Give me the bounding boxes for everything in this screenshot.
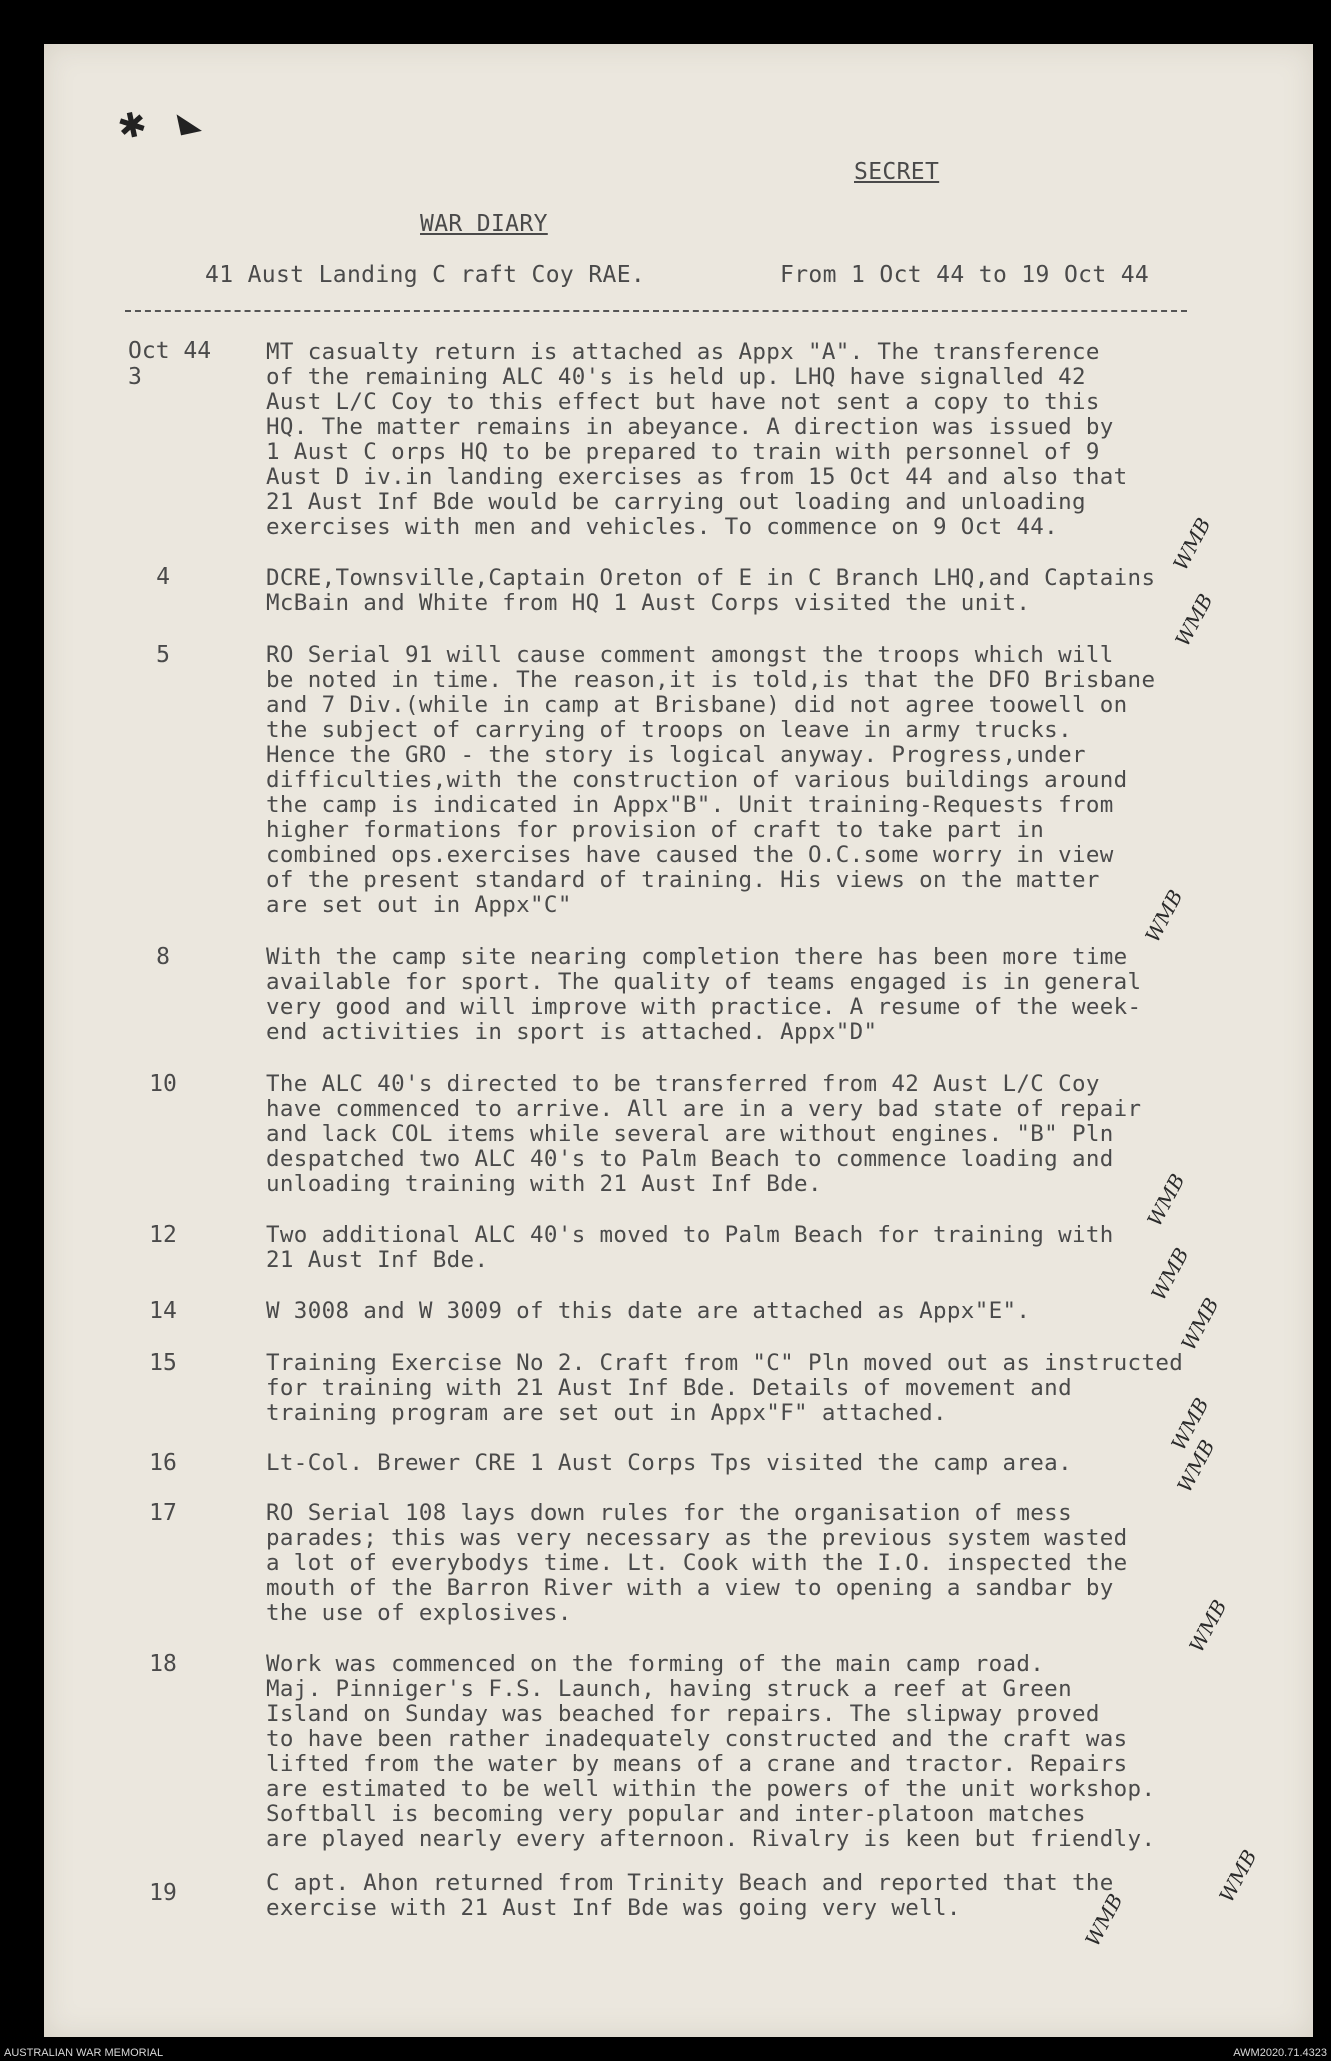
entry-date: 17 [149, 1500, 177, 1526]
staple-mark: ✱ [114, 103, 151, 149]
handwritten-initials: WMB [1080, 1889, 1128, 1951]
entry-text: C apt. Ahon returned from Trinity Beach and reported that the exercise with 21 Aust Inf Bde was going very well. [266, 1870, 1114, 1921]
entry-text: RO Serial 108 lays down rules for the organisation of mess parades; this was very necessary as the previous system wasted a lot of everybodys time. Lt. Cook with the I.O. inspected the mouth of the Barron River with a view to opening a sandbar by the use of explosives. [266, 1500, 1128, 1626]
entry-date: 18 [149, 1651, 177, 1677]
document-title: WAR DIARY [420, 211, 548, 237]
entry-date: 19 [149, 1880, 177, 1906]
entry-text: With the camp site nearing completion there has been more time available for sport. The quality of teams engaged is in general very good and will improve with practice. A resume of the week- end activities in sport is attached. Appx"D" [266, 944, 1142, 1045]
handwritten-initials: WMB [1184, 1595, 1232, 1657]
handwritten-initials: WMB [1166, 1393, 1214, 1455]
classification-heading: SECRET [854, 159, 940, 185]
entry-date: 16 [149, 1450, 177, 1476]
entry-date: 5 [156, 642, 170, 668]
footer-archive-name: AUSTRALIAN WAR MEMORIAL [4, 2047, 164, 2059]
footer-accession-number: AWM2020.71.4323 [1233, 2047, 1327, 2059]
handwritten-initials: WMB [1172, 1435, 1220, 1497]
header-divider [125, 310, 1187, 312]
entry-date: 4 [156, 564, 170, 590]
handwritten-initials: WMB [1146, 1243, 1194, 1305]
entry-date: 10 [149, 1071, 177, 1097]
entry-text: Training Exercise No 2. Craft from "C" Pln moved out as instructed for training with 21 Aust Inf Bde. Details of movement and training program are set out in Appx"F" attached. [266, 1350, 1184, 1426]
entry-text: The ALC 40's directed to be transferred from 42 Aust L/C Coy have commenced to arrive. All are in a very bad state of repair and lack COL items while several are without engines. "B" Pln despatched two ALC 40's to Palm Beach to commence loading and unloading training with 21 Aust Inf Bde. [266, 1071, 1142, 1197]
entry-date: 15 [149, 1350, 177, 1376]
entry-date: 14 [149, 1298, 177, 1324]
handwritten-initials: WMB [1140, 885, 1188, 947]
unit-name: 41 Aust Landing C raft Coy RAE. [205, 262, 646, 288]
entry-text: Work was commenced on the forming of the main camp road. Maj. Pinniger's F.S. Launch, having struck a reef at Green Island on Sunday was beached for repairs. The slipway proved to have been rather inadequately constructed and the craft was lifted from the water by means of a crane and tractor. Repairs are estimated to be well within the powers of the unit workshop. Softball is becoming very popular and inter-platoon matches are played nearly every afternoon. Rivalry is keen but friendly. [266, 1651, 1156, 1852]
tear-mark: ◣ [174, 102, 203, 139]
handwritten-initials: WMB [1176, 1293, 1224, 1355]
entry-date: 8 [156, 944, 170, 970]
entry-text: Two additional ALC 40's moved to Palm Beach for training with 21 Aust Inf Bde. [266, 1222, 1114, 1273]
entry-text: DCRE,Townsville,Captain Oreton of E in C Branch LHQ,and Captains McBain and White from HQ 1 Aust Corps visited the unit. [266, 565, 1156, 616]
handwritten-initials: WMB [1168, 513, 1216, 575]
entry-text: MT casualty return is attached as Appx "A". The transference of the remaining ALC 40's is held up. LHQ have signalled 42 Aust L/C Coy to this effect but have not sent a copy to this HQ. The matter remains in abeyance. A direction was issued by 1 Aust C orps HQ to be prepared to train with personnel of 9 Aust D iv.in landing exercises as from 15 Oct 44 and also that 21 Aust Inf Bde would be carrying out loading and unloading exercises with men and vehicles. To commence on 9 Oct 44. [266, 339, 1128, 540]
handwritten-initials: WMB [1214, 1845, 1262, 1907]
entry-date: 12 [149, 1222, 177, 1248]
diary-period: From 1 Oct 44 to 19 Oct 44 [780, 262, 1150, 288]
entry-text: W 3008 and W 3009 of this date are attached as Appx"E". [266, 1298, 1031, 1324]
entry-text: Lt-Col. Brewer CRE 1 Aust Corps Tps visited the camp area. [266, 1450, 1072, 1476]
handwritten-initials: WMB [1170, 589, 1218, 651]
entry-text: RO Serial 91 will cause comment amongst the troops which will be noted in time. The reason,it is told,is that the DFO Brisbane and 7 Div.(while in camp at Brisbane) did not agree toowell on the subject of carrying of troops on leave in army trucks. Hence the GRO - the story is logical anyway. Progress,under difficulties,with the construction of various buildings around the camp is indicated in Appx"B". Unit training-Requests from higher formations for provision of craft to take part in combined ops.exercises have caused the O.C.some worry in view of the present standard of training. His views on the matter are set out in Appx"C" [266, 642, 1156, 918]
handwritten-initials: WMB [1142, 1169, 1190, 1231]
entry-date: Oct 44 3 [128, 338, 212, 390]
